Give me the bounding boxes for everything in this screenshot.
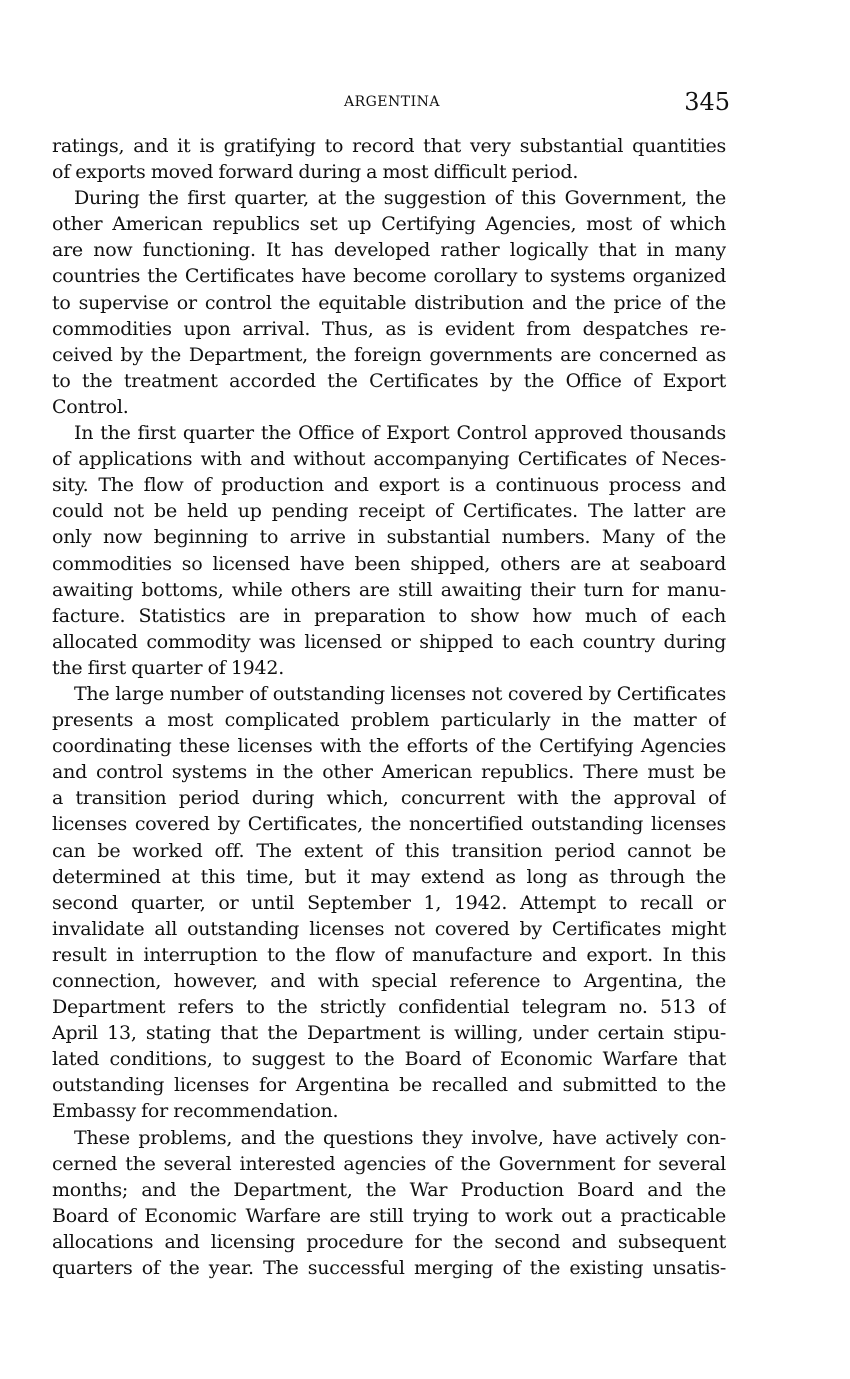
- text-line: of applications with and without accompanying Certificates of Neces-: [52, 448, 726, 471]
- text-line: Department refers to the strictly confidential telegram no. 513 of: [52, 996, 726, 1019]
- text-line: ceived by the Department, the foreign governments are concerned as: [52, 343, 726, 366]
- text-line: a transition period during which, concurrent with the approval of: [52, 787, 726, 810]
- text-line: can be worked off. The extent of this transition period cannot be: [52, 839, 726, 862]
- text-line: Embassy for recommendation.: [52, 1100, 339, 1123]
- text-line: presents a most complicated problem particularly in the matter of: [52, 709, 726, 732]
- text-line: quarters of the year. The successful merging of the existing unsatis-: [52, 1257, 726, 1280]
- text-line: outstanding licenses for Argentina be recalled and submitted to the: [52, 1074, 726, 1097]
- text-line: allocated commodity was licensed or shipped to each country during: [52, 630, 726, 653]
- text-line: coordinating these licenses with the efforts of the Certifying Agencies: [52, 735, 726, 758]
- text-line: The large number of outstanding licenses not covered by Certificates: [74, 682, 726, 705]
- text-line: allocations and licensing procedure for the second and subsequent: [52, 1230, 726, 1253]
- paragraph-2: [52, 185, 726, 420]
- text-line: the first quarter of 1942.: [52, 656, 284, 679]
- page-number: 345: [684, 88, 730, 116]
- text-line: other American republics set up Certifying Agencies, most of which: [52, 213, 726, 236]
- text-line: awaiting bottoms, while others are still awaiting their turn for manu-: [52, 578, 726, 601]
- text-line: to supervise or control the equitable distribution and the price of the: [52, 291, 726, 314]
- text-line: of exports moved forward during a most difficult period.: [52, 161, 579, 184]
- text-line: April 13, stating that the Department is willing, under certain stipu-: [52, 1022, 726, 1045]
- text-line: cerned the several interested agencies of the Government for several: [52, 1152, 726, 1175]
- text-line: These problems, and the questions they involve, have actively con-: [74, 1126, 726, 1149]
- text-line: lated conditions, to suggest to the Board of Economic Warfare that: [52, 1048, 726, 1071]
- text-line: invalidate all outstanding licenses not covered by Certificates might: [52, 917, 726, 940]
- text-line: result in interruption to the flow of manufacture and export. In this: [52, 943, 726, 966]
- text-line: sity. The flow of production and export is a continuous process and: [52, 474, 726, 497]
- text-line: commodities upon arrival. Thus, as is evident from despatches re-: [52, 317, 726, 340]
- text-line: are now functioning. It has developed rather logically that in many: [52, 239, 726, 262]
- text-line: Board of Economic Warfare are still trying to work out a practicable: [52, 1204, 726, 1227]
- text-line: determined at this time, but it may extend as long as through the: [52, 865, 726, 888]
- text-line: licenses covered by Certificates, the noncertified outstanding licenses: [52, 813, 726, 836]
- text-line: commodities so licensed have been shipped, others are at seaboard: [52, 552, 726, 575]
- text-line: countries the Certificates have become corollary to systems organized: [52, 265, 726, 288]
- paragraph-5: [52, 1125, 726, 1282]
- text-line: connection, however, and with special reference to Argentina, the: [52, 970, 726, 992]
- paragraph-4: [52, 681, 726, 1125]
- text-line: In the first quarter the Office of Export Control approved thousands: [74, 422, 726, 445]
- text-line: to the treatment accorded the Certificates by the Office of Export: [52, 369, 726, 392]
- paragraph-3: [52, 420, 726, 681]
- text-line: facture. Statistics are in preparation to show how much of each: [52, 604, 726, 627]
- running-head: [52, 88, 732, 122]
- running-title: ARGENTINA: [343, 94, 441, 110]
- text-line: During the first quarter, at the suggestion of this Government, the: [74, 187, 726, 210]
- text-line: months; and the Department, the War Production Board and the: [52, 1178, 726, 1201]
- text-line: only now beginning to arrive in substantial numbers. Many of the: [52, 526, 726, 549]
- text-line: could not be held up pending receipt of Certificates. The latter are: [52, 500, 726, 523]
- text-line: second quarter, or until September 1, 1942. Attempt to recall or: [52, 891, 726, 914]
- text-line: ratings, and it is gratifying to record that very substantial quantities: [52, 135, 726, 157]
- paragraph-1: [52, 133, 726, 185]
- text-line: Control.: [52, 395, 129, 418]
- text-line: and control systems in the other American republics. There must be: [52, 761, 726, 784]
- body-text: [52, 133, 726, 1281]
